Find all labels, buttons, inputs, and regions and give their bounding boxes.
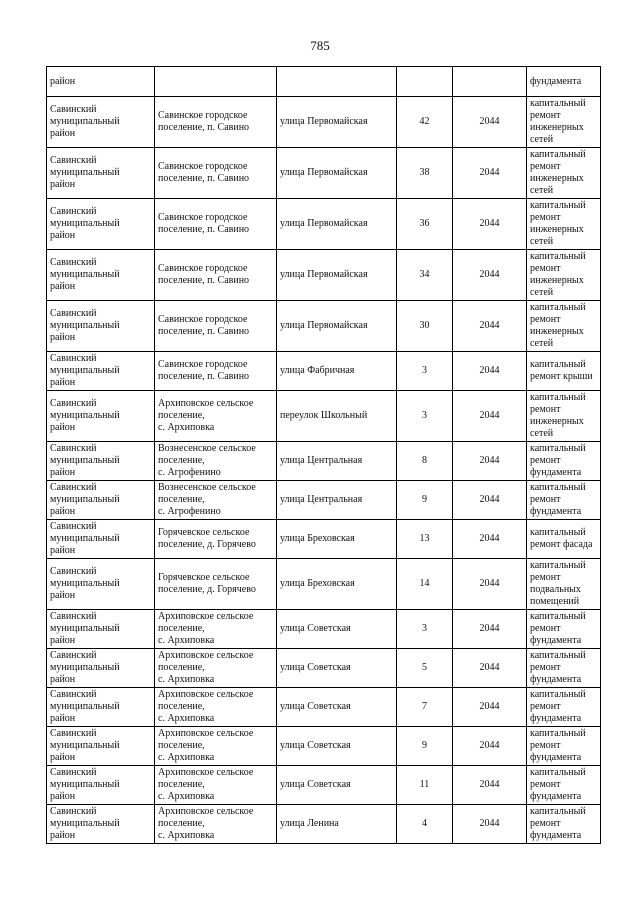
table-row	[47, 442, 601, 481]
cell-year: 2044	[453, 559, 527, 610]
cell-year: 2044	[453, 520, 527, 559]
cell-house: 9	[397, 727, 453, 766]
table-row	[47, 559, 601, 610]
cell-settlement: Архиповское сельское поселение, с. Архиповка	[155, 727, 277, 766]
cell-house: 13	[397, 520, 453, 559]
cell-work: капитальный ремонт крыши	[527, 352, 601, 391]
cell-work: фундамента	[527, 67, 601, 97]
cell-street: улица Первомайская	[277, 148, 397, 199]
cell-house: 7	[397, 688, 453, 727]
cell-work: капитальный ремонт фасада	[527, 520, 601, 559]
table-row	[47, 391, 601, 442]
table-row-continuation	[47, 67, 601, 97]
cell-settlement: Савинское городское поселение, п. Савино	[155, 301, 277, 352]
table-row	[47, 688, 601, 727]
cell-work: капитальный ремонт фундамента	[527, 481, 601, 520]
cell-year: 2044	[453, 481, 527, 520]
cell-district: Савинский муниципальный район	[47, 391, 155, 442]
cell-settlement: Горячевское сельское поселение, д. Горячево	[155, 559, 277, 610]
cell-street: улица Фабричная	[277, 352, 397, 391]
cell-house: 14	[397, 559, 453, 610]
table-row	[47, 610, 601, 649]
cell-settlement: Архиповское сельское поселение, с. Архиповка	[155, 688, 277, 727]
page-number: 785	[310, 38, 330, 53]
cell-street: переулок Школьный	[277, 391, 397, 442]
cell-street: улица Советская	[277, 649, 397, 688]
cell-work: капитальный ремонт подвальных помещений	[527, 559, 601, 610]
table-row	[47, 805, 601, 844]
cell-house: 38	[397, 148, 453, 199]
cell-settlement: Савинское городское поселение, п. Савино	[155, 250, 277, 301]
cell-house: 42	[397, 97, 453, 148]
cell-district: район	[47, 67, 155, 97]
cell-work: капитальный ремонт инженерных сетей	[527, 250, 601, 301]
cell-street: улица Бреховская	[277, 559, 397, 610]
table-row	[47, 148, 601, 199]
cell-work: капитальный ремонт инженерных сетей	[527, 97, 601, 148]
table-row	[47, 352, 601, 391]
cell-district: Савинский муниципальный район	[47, 199, 155, 250]
cell-year: 2044	[453, 301, 527, 352]
cell-street: улица Центральная	[277, 481, 397, 520]
cell-settlement: Савинское городское поселение, п. Савино	[155, 199, 277, 250]
cell-year: 2044	[453, 805, 527, 844]
cell-work: капитальный ремонт фундамента	[527, 442, 601, 481]
cell-settlement: Архиповское сельское поселение, с. Архиповка	[155, 649, 277, 688]
cell-year: 2044	[453, 442, 527, 481]
table-row	[47, 649, 601, 688]
cell-district: Савинский муниципальный район	[47, 97, 155, 148]
cell-year: 2044	[453, 610, 527, 649]
cell-work: капитальный ремонт инженерных сетей	[527, 199, 601, 250]
cell-house: 34	[397, 250, 453, 301]
cell-house: 4	[397, 805, 453, 844]
cell-street: улица Первомайская	[277, 301, 397, 352]
cell-work: капитальный ремонт инженерных сетей	[527, 148, 601, 199]
cell-work: капитальный ремонт фундамента	[527, 805, 601, 844]
cell-district: Савинский муниципальный район	[47, 766, 155, 805]
cell-district: Савинский муниципальный район	[47, 301, 155, 352]
cell-year: 2044	[453, 97, 527, 148]
cell-district: Савинский муниципальный район	[47, 442, 155, 481]
cell-work: капитальный ремонт инженерных сетей	[527, 391, 601, 442]
cell-settlement: Вознесенское сельское поселение, с. Агрофенино	[155, 481, 277, 520]
cell-work: капитальный ремонт инженерных сетей	[527, 301, 601, 352]
table-row	[47, 481, 601, 520]
table-row	[47, 727, 601, 766]
cell-year: 2044	[453, 688, 527, 727]
cell-street: улица Советская	[277, 688, 397, 727]
cell-work: капитальный ремонт фундамента	[527, 610, 601, 649]
cell-street: улица Центральная	[277, 442, 397, 481]
table-row	[47, 199, 601, 250]
cell-settlement: Савинское городское поселение, п. Савино	[155, 352, 277, 391]
cell-year: 2044	[453, 766, 527, 805]
registry-table	[46, 66, 601, 844]
cell-year: 2044	[453, 391, 527, 442]
table-row	[47, 97, 601, 148]
cell-house	[397, 67, 453, 97]
cell-settlement: Архиповское сельское поселение, с. Архиповка	[155, 391, 277, 442]
table-row	[47, 301, 601, 352]
cell-house: 30	[397, 301, 453, 352]
cell-settlement: Архиповское сельское поселение, с. Архиповка	[155, 805, 277, 844]
cell-street	[277, 67, 397, 97]
table-row	[47, 250, 601, 301]
cell-street: улица Советская	[277, 610, 397, 649]
cell-work: капитальный ремонт фундамента	[527, 688, 601, 727]
cell-house: 3	[397, 352, 453, 391]
cell-work: капитальный ремонт фундамента	[527, 766, 601, 805]
cell-street: улица Бреховская	[277, 520, 397, 559]
cell-district: Савинский муниципальный район	[47, 805, 155, 844]
cell-district: Савинский муниципальный район	[47, 610, 155, 649]
cell-street: улица Ленина	[277, 805, 397, 844]
cell-district: Савинский муниципальный район	[47, 559, 155, 610]
cell-year	[453, 67, 527, 97]
cell-house: 3	[397, 391, 453, 442]
cell-house: 8	[397, 442, 453, 481]
cell-work: капитальный ремонт фундамента	[527, 727, 601, 766]
cell-year: 2044	[453, 199, 527, 250]
cell-settlement: Савинское городское поселение, п. Савино	[155, 97, 277, 148]
cell-district: Савинский муниципальный район	[47, 727, 155, 766]
cell-settlement: Савинское городское поселение, п. Савино	[155, 148, 277, 199]
cell-district: Савинский муниципальный район	[47, 148, 155, 199]
cell-street: улица Первомайская	[277, 97, 397, 148]
cell-year: 2044	[453, 727, 527, 766]
cell-house: 36	[397, 199, 453, 250]
cell-year: 2044	[453, 148, 527, 199]
cell-house: 9	[397, 481, 453, 520]
cell-district: Савинский муниципальный район	[47, 250, 155, 301]
cell-house: 11	[397, 766, 453, 805]
cell-house: 5	[397, 649, 453, 688]
table-body	[47, 67, 601, 844]
cell-district: Савинский муниципальный район	[47, 688, 155, 727]
cell-house: 3	[397, 610, 453, 649]
cell-district: Савинский муниципальный район	[47, 481, 155, 520]
cell-settlement	[155, 67, 277, 97]
cell-street: улица Первомайская	[277, 199, 397, 250]
table-row	[47, 766, 601, 805]
cell-street: улица Советская	[277, 727, 397, 766]
cell-district: Савинский муниципальный район	[47, 520, 155, 559]
cell-settlement: Вознесенское сельское поселение, с. Агрофенино	[155, 442, 277, 481]
table-row	[47, 520, 601, 559]
cell-settlement: Архиповское сельское поселение, с. Архиповка	[155, 610, 277, 649]
cell-year: 2044	[453, 250, 527, 301]
cell-work: капитальный ремонт фундамента	[527, 649, 601, 688]
cell-year: 2044	[453, 352, 527, 391]
cell-district: Савинский муниципальный район	[47, 352, 155, 391]
cell-street: улица Советская	[277, 766, 397, 805]
cell-settlement: Горячевское сельское поселение, д. Горячево	[155, 520, 277, 559]
cell-settlement: Архиповское сельское поселение, с. Архиповка	[155, 766, 277, 805]
cell-district: Савинский муниципальный район	[47, 649, 155, 688]
cell-street: улица Первомайская	[277, 250, 397, 301]
cell-year: 2044	[453, 649, 527, 688]
